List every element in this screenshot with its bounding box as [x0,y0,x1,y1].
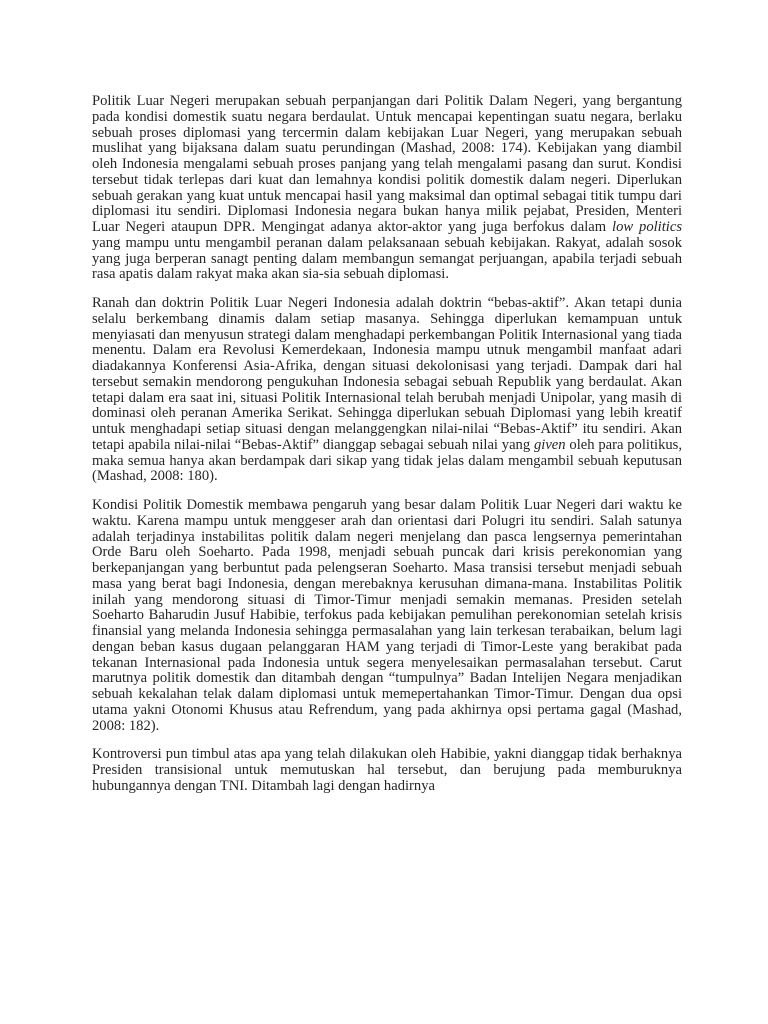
paragraph-2-text: Ranah dan doktrin Politik Luar Negeri Indonesia adalah doktrin “bebas-aktif”. Akan tetapi dunia selalu berkembang dinamis dalam setiap masanya. Sehingga diperlukan kemampuan untuk menyiasati dan menyusun strategi dalam menghadapi perkembangan Politik Internasional yang tiada menentu. Dalam era Revolusi Kemerdekaan, Indonesia mampu utnuk mengambil manfaat adari diadakannya Konferensi Asia-Afrika, dengan situasi dekolonisasi yang terjadi. Dampak dari hal tersebut semakin mendorong pengukuhan Indonesia sebagai sebuah Republik yang berdaulat. Akan tetapi dalam era saat ini, situasi Politik Internasional telah berubah menjadi Unipolar, yang masih di dominasi oleh peranan Amerika Serikat. Sehingga diperlukan sebuah Diplomasi yang lebih kreatif untuk menghadapi setiap situasi dengan melanggengkan nilai-nilai “Bebas-Aktif” itu sendiri. Akan tetapi apabila nilai-nilai “Bebas-Aktif” dianggap sebagai sebuah nilai yang [92,295,682,453]
paragraph-2 [92,296,682,485]
paragraph-1-italic-term: low politics [612,219,682,235]
paragraph-1 [92,94,682,283]
paragraph-1-text-cont: yang mampu untu mengambil peranan dalam pelaksanaan sebuah kebijakan. Rakyat, adalah sosok yang juga berperan sanagt penting dalam membangun semangat perjuangan, apabila terjadi sebuah rasa apatis dalam rakyat maka akan sia-sia sebuah diplomasi. [92,234,682,283]
paragraph-1-text: Politik Luar Negeri merupakan sebuah perpanjangan dari Politik Dalam Negeri, yang bergantung pada kondisi domestik suatu negara berdaulat. Untuk mencapai kepentingan suatu negara, berlaku sebuah proses diplomasi yang tercermin dalam kebijakan Luar Negeri, yang merupakan sebuah muslihat yang bijaksana dalam suatu perundingan (Mashad, 2008: 174). Kebijakan yang diambil oleh Indonesia mengalami sebuah proses panjang yang telah mengalami pasang dan surut. Kondisi tersebut tidak terlepas dari kuat dan lemahnya kondisi politik domestik dalam negeri. Diperlukan sebuah gerakan yang kuat untuk mencapai hasil yang maksimal dan optimal sebagai titik tumpu dari diplomasi itu sendiri. Diplomasi Indonesia negara bukan hanya milik pejabat, Presiden, Menteri Luar Negeri ataupun DPR. Mengingat adanya aktor-aktor yang juga berfokus dalam [92,93,682,235]
document-page [92,94,682,808]
paragraph-3 [92,498,682,734]
paragraph-3-text: Kondisi Politik Domestik membawa pengaruh yang besar dalam Politik Luar Negeri dari waktu ke waktu. Karena mampu untuk menggeser arah dan orientasi dari Polugri itu sendiri. Salah satunya adalah terjadinya instabilitas politik dalam negeri menjelang dan pasca lengsernya pemerintahan Orde Baru oleh Soeharto. Pada 1998, menjadi sebuah puncak dari krisis perekonomian yang berkepanjangan yang berbuntut pada pelengseran Soeharto. Masa transisi tersebut menjadi sebuah masa yang berat bagi Indonesia, dengan merebaknya kerusuhan dimana-mana. Instabilitas Politik inilah yang mendorong situasi di Timor-Timur menjadi semakin memanas. Presiden setelah Soeharto Baharudin Jusuf Habibie, terfokus pada kebijakan pemulihan perekonomian setelah krisis finansial yang melanda Indonesia sehingga permasalahan yang lain terkesan terabaikan, belum lagi dengan beban kasus dugaan pelanggaran HAM yang terjadi di Timor-Leste yang berakibat pada tekanan Internasional pada Indonesia untuk segera menyelesaikan permasalahan tersebut. Carut marutnya politik domestik dan ditambah dengan “tumpulnya” Badan Intelijen Negara menjadikan sebuah kekalahan telak dalam diplomasi untuk memepertahankan Timor-Timur. Dengan dua opsi utama yakni Otonomi Khusus atau Refrendum, yang pada akhirnya opsi pertama gagal (Mashad, 2008: 182). [92,497,682,734]
paragraph-4-text: Kontroversi pun timbul atas apa yang telah dilakukan oleh Habibie, yakni dianggap tidak berhaknya Presiden transisional untuk memutuskan hal tersebut, dan berujung pada memburuknya hubungannya dengan TNI. Ditambah lagi dengan hadirnya [92,746,682,794]
paragraph-2-italic-term: given [533,436,566,453]
paragraph-4 [92,747,682,794]
paragraph-2-text-cont: oleh para politikus, maka semua hanya akan berdampak dari sikap yang tidak jelas dalam mengambil sebuah keputusan (Mashad, 2008: 180). [92,436,682,485]
